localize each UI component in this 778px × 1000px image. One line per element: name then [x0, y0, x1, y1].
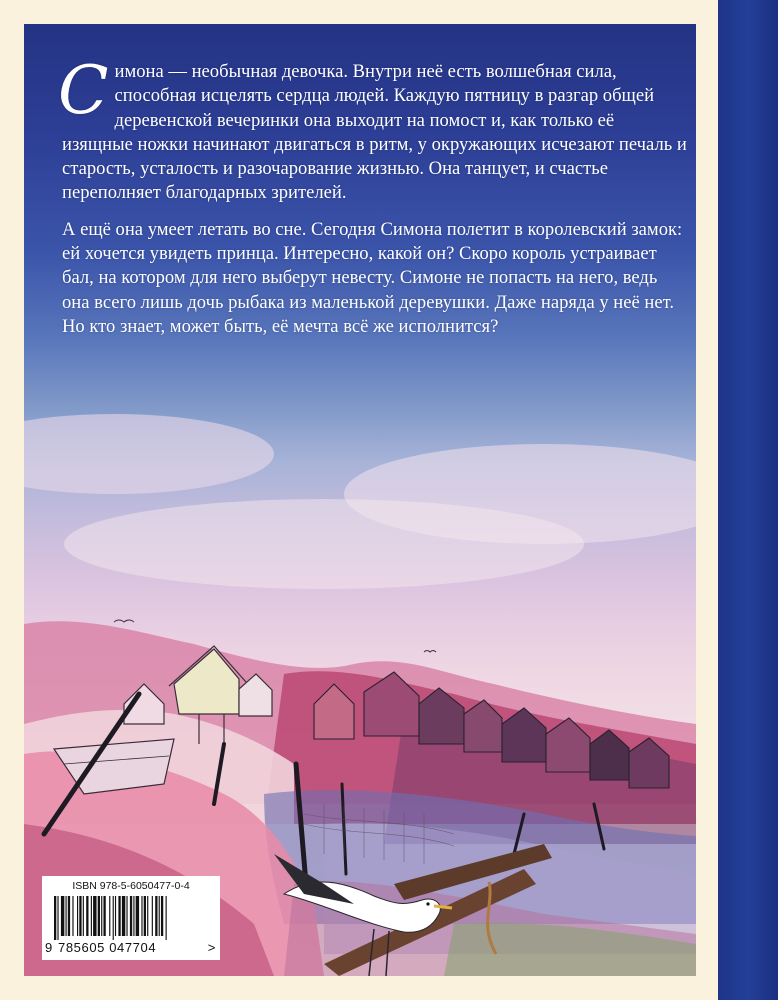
barcode-bar: [147, 896, 148, 936]
barcode-bar: [136, 896, 139, 936]
barcode-bar: [166, 896, 167, 940]
book-spine: [718, 0, 778, 1000]
barcode-bar: [86, 896, 88, 936]
barcode-bar: [161, 896, 163, 936]
barcode-bar: [159, 896, 160, 936]
barcode-bar: [57, 896, 58, 940]
barcode-bar: [118, 896, 120, 936]
barcode-bar: [144, 896, 146, 936]
barcode-bar: [54, 896, 56, 940]
barcode-bar: [109, 896, 110, 936]
barcode-bar: [72, 896, 73, 936]
barcode-bar: [115, 896, 116, 936]
barcode-bar: [91, 896, 92, 936]
barcode-bar: [61, 896, 64, 936]
barcode-bar: [152, 896, 153, 936]
barcode-bar: [103, 896, 105, 936]
cloud: [64, 499, 584, 589]
barcode-bar: [77, 896, 78, 936]
back-cover: [24, 24, 696, 976]
barcode-first-digit: 9: [45, 940, 53, 955]
barcode-bar: [79, 896, 81, 936]
back-cover-blurb: [58, 52, 688, 351]
barcode-bar: [130, 896, 132, 936]
barcode-bar: [122, 896, 125, 936]
barcode-bar: [66, 896, 67, 936]
barcode-bar: [133, 896, 134, 936]
bird: [424, 651, 436, 653]
bird: [114, 620, 134, 622]
paragraph-1-text: имона — необычная девочка. Внутри неё есть волшебная сила, способная исцелять сердца людей. Каждую пятницу в разгар общей деревенской вечеринки она выходит на помост и, как только её изящные ножки начинают двигаться в ритм, у окружающих исчезают печаль и старость, усталость и разочарование жизнью. Она танцует, и счастье переполняет благодарных зрителей.: [62, 61, 687, 204]
barcode-digit-groups: 785605 047704: [58, 940, 157, 955]
barcode-bar: [126, 896, 127, 936]
barcode-bar: [101, 896, 102, 936]
barcode-bars: [54, 896, 208, 940]
quiet-zone-mark: >: [207, 940, 216, 955]
isbn-barcode: [42, 876, 220, 960]
barcode-bar: [141, 896, 142, 936]
barcode-bar: [68, 896, 70, 936]
barcode-bar: [93, 896, 96, 936]
blurb-paragraph-2: А ещё она умеет летать во сне. Сегодня Симона полетит в королевский замок: ей хочется увидеть принца. Интересно, какой он? Скоро король устраивает бал, на котором для него выберут невесту. Симоне не попасть на него, ведь она всего лишь дочь рыбака из маленькой деревушки. Даже наряда у неё нет. Но кто знает, может быть, её мечта всё же исполнится?: [62, 218, 683, 337]
blurb-paragraph-1: [58, 52, 688, 206]
drop-cap-letter: С: [58, 52, 109, 129]
barcode-bar: [83, 896, 84, 936]
cloud: [24, 414, 274, 494]
isbn-number: ISBN 978-5-6050477-0-4: [72, 880, 190, 892]
barcode-bar: [113, 896, 114, 940]
barcode-bar: [98, 896, 100, 936]
barcode-bar: [155, 896, 157, 936]
